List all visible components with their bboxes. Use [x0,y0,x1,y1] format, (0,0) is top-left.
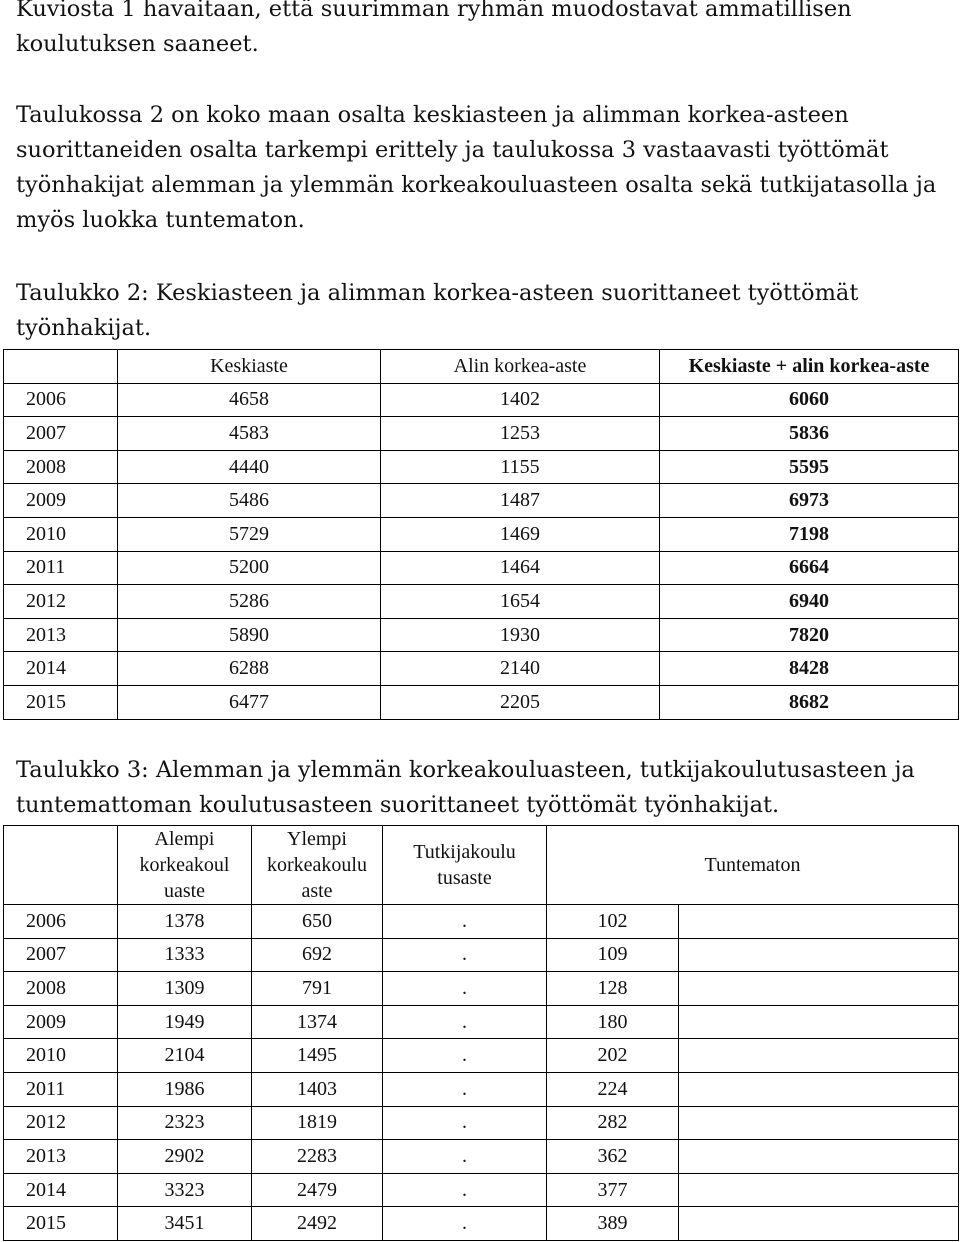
value-cell: 6060 [660,383,959,417]
value-cell: 8428 [660,652,959,686]
empty-cell [679,1039,959,1073]
year-cell: 2011 [4,1072,118,1106]
empty-cell [679,905,959,939]
year-cell: 2012 [4,585,118,619]
value-cell: 1654 [381,585,660,619]
column-header-line: korkeakoulu [267,854,367,876]
column-header-line: Tuntematon [704,854,801,876]
value-cell: 5595 [660,450,959,484]
table-row [4,685,959,719]
empty-cell [679,972,959,1006]
value-cell: 8682 [660,685,959,719]
value-cell: 1464 [381,551,660,585]
year-cell: 2009 [4,1005,118,1039]
value-cell: 5890 [118,618,381,652]
column-header [547,826,959,905]
value-cell: 1378 [118,905,252,939]
value-cell: 6973 [660,484,959,518]
year-cell: 2015 [4,685,118,719]
year-cell: 2010 [4,517,118,551]
table-header-row [4,350,959,384]
value-cell: 2283 [252,1140,383,1174]
value-cell: 128 [547,972,679,1006]
value-cell: 1487 [381,484,660,518]
description-line: myös luokka tuntematon. [16,207,305,233]
value-cell: 377 [547,1173,679,1207]
value-cell: 2104 [118,1039,252,1073]
value-cell: 5286 [118,585,381,619]
column-header [252,826,383,905]
value-cell: 2140 [381,652,660,686]
column-header-line: tusaste [437,867,492,889]
value-cell: 1403 [252,1072,383,1106]
value-cell: 650 [252,905,383,939]
table-row [4,551,959,585]
value-cell: 1469 [381,517,660,551]
value-cell: 6477 [118,685,381,719]
value-cell: 6288 [118,652,381,686]
year-cell: 2014 [4,1173,118,1207]
year-cell: 2009 [4,484,118,518]
empty-cell [679,1207,959,1241]
caption-line: Taulukko 2: Keskiasteen ja alimman korkea-asteen suorittaneet työttömät [16,280,859,306]
table-row [4,1106,959,1140]
year-cell: 2010 [4,1039,118,1073]
value-cell: 1333 [118,938,252,972]
empty-cell [679,1005,959,1039]
table-row [4,1173,959,1207]
empty-cell [679,1173,959,1207]
table-row [4,1207,959,1241]
empty-cell [679,1140,959,1174]
value-cell: 7198 [660,517,959,551]
value-cell: . [383,1039,547,1073]
intro-paragraph [16,0,852,62]
description-line: työnhakijat alemman ja ylemmän korkeakouluasteen osalta sekä tutkijatasolla ja [16,172,937,198]
value-cell: 692 [252,938,383,972]
description-line: suorittaneiden osalta tarkempi erittely ja taulukossa 3 vastaavasti työttömät [16,137,889,163]
table-row [4,383,959,417]
value-cell: 1986 [118,1072,252,1106]
value-cell: 1949 [118,1005,252,1039]
table-row [4,585,959,619]
table-row [4,938,959,972]
value-cell: . [383,972,547,1006]
empty-cell [679,938,959,972]
value-cell: 2323 [118,1106,252,1140]
value-cell: 1930 [381,618,660,652]
empty-cell [679,1106,959,1140]
year-cell: 2008 [4,450,118,484]
value-cell: 5729 [118,517,381,551]
table-row [4,905,959,939]
value-cell: 6940 [660,585,959,619]
value-cell: 4583 [118,417,381,451]
value-cell: 282 [547,1106,679,1140]
value-cell: 2205 [381,685,660,719]
year-cell: 2012 [4,1106,118,1140]
table2-caption [16,276,858,346]
column-header-line: aste [301,880,333,902]
value-cell: 1155 [381,450,660,484]
column-header [383,826,547,905]
value-cell: 1253 [381,417,660,451]
value-cell: . [383,1072,547,1106]
year-cell: 2007 [4,417,118,451]
value-cell: 791 [252,972,383,1006]
value-cell: . [383,1173,547,1207]
table-row [4,1039,959,1073]
empty-cell [679,1072,959,1106]
description-paragraph [16,98,936,238]
year-cell: 2014 [4,652,118,686]
column-header-line: Tutkijakoulu [413,841,516,863]
year-cell: 2015 [4,1207,118,1241]
value-cell: 3323 [118,1173,252,1207]
caption-line: Taulukko 3: Alemman ja ylemmän korkeakouluasteen, tutkijakoulutusasteen ja [16,757,915,783]
year-cell: 2013 [4,618,118,652]
table-row [4,972,959,1006]
table-row [4,417,959,451]
column-header [118,826,252,905]
column-header-line: korkeakoul [139,854,230,876]
column-header: Keskiaste [118,350,381,384]
value-cell: 4440 [118,450,381,484]
column-header-line: Ylempi [287,828,347,850]
column-header [4,350,118,384]
value-cell: . [383,938,547,972]
value-cell: 362 [547,1140,679,1174]
value-cell: 7820 [660,618,959,652]
value-cell: 1309 [118,972,252,1006]
table-header-row [4,826,959,905]
table-row [4,1005,959,1039]
table3-caption [16,753,915,823]
value-cell: 5836 [660,417,959,451]
intro-line: koulutuksen saaneet. [16,31,259,57]
table-row [4,450,959,484]
column-header-line: uaste [163,880,206,902]
column-header-line: Alempi [154,828,215,850]
value-cell: . [383,1106,547,1140]
table-row [4,1140,959,1174]
table-row [4,652,959,686]
value-cell: 109 [547,938,679,972]
value-cell: 2492 [252,1207,383,1241]
year-cell: 2013 [4,1140,118,1174]
value-cell: 3451 [118,1207,252,1241]
value-cell: . [383,905,547,939]
intro-line: Kuviosta 1 havaitaan, että suurimman ryhmän muodostavat ammatillisen [16,0,852,22]
value-cell: 4658 [118,383,381,417]
value-cell: . [383,1140,547,1174]
table-row [4,1072,959,1106]
table-row [4,517,959,551]
value-cell: 180 [547,1005,679,1039]
year-cell: 2008 [4,972,118,1006]
table3 [3,825,959,1241]
column-header [4,826,118,905]
year-cell: 2006 [4,905,118,939]
caption-line: tuntemattoman koulutusasteen suorittaneet työttömät työnhakijat. [16,792,780,818]
value-cell: 389 [547,1207,679,1241]
value-cell: 102 [547,905,679,939]
year-cell: 2007 [4,938,118,972]
value-cell: 6664 [660,551,959,585]
value-cell: 2479 [252,1173,383,1207]
value-cell: 2902 [118,1140,252,1174]
table-row [4,618,959,652]
value-cell: 224 [547,1072,679,1106]
value-cell: 5486 [118,484,381,518]
value-cell: 1819 [252,1106,383,1140]
column-header: Keskiaste + alin korkea-aste [660,350,959,384]
table-row [4,484,959,518]
year-cell: 2006 [4,383,118,417]
value-cell: 1495 [252,1039,383,1073]
value-cell: 1374 [252,1005,383,1039]
caption-line: työnhakijat. [16,315,152,341]
value-cell: . [383,1207,547,1241]
year-cell: 2011 [4,551,118,585]
column-header: Alin korkea-aste [381,350,660,384]
description-line: Taulukossa 2 on koko maan osalta keskiasteen ja alimman korkea-asteen [16,102,849,128]
value-cell: 5200 [118,551,381,585]
table2 [3,349,959,720]
value-cell: . [383,1005,547,1039]
value-cell: 202 [547,1039,679,1073]
value-cell: 1402 [381,383,660,417]
